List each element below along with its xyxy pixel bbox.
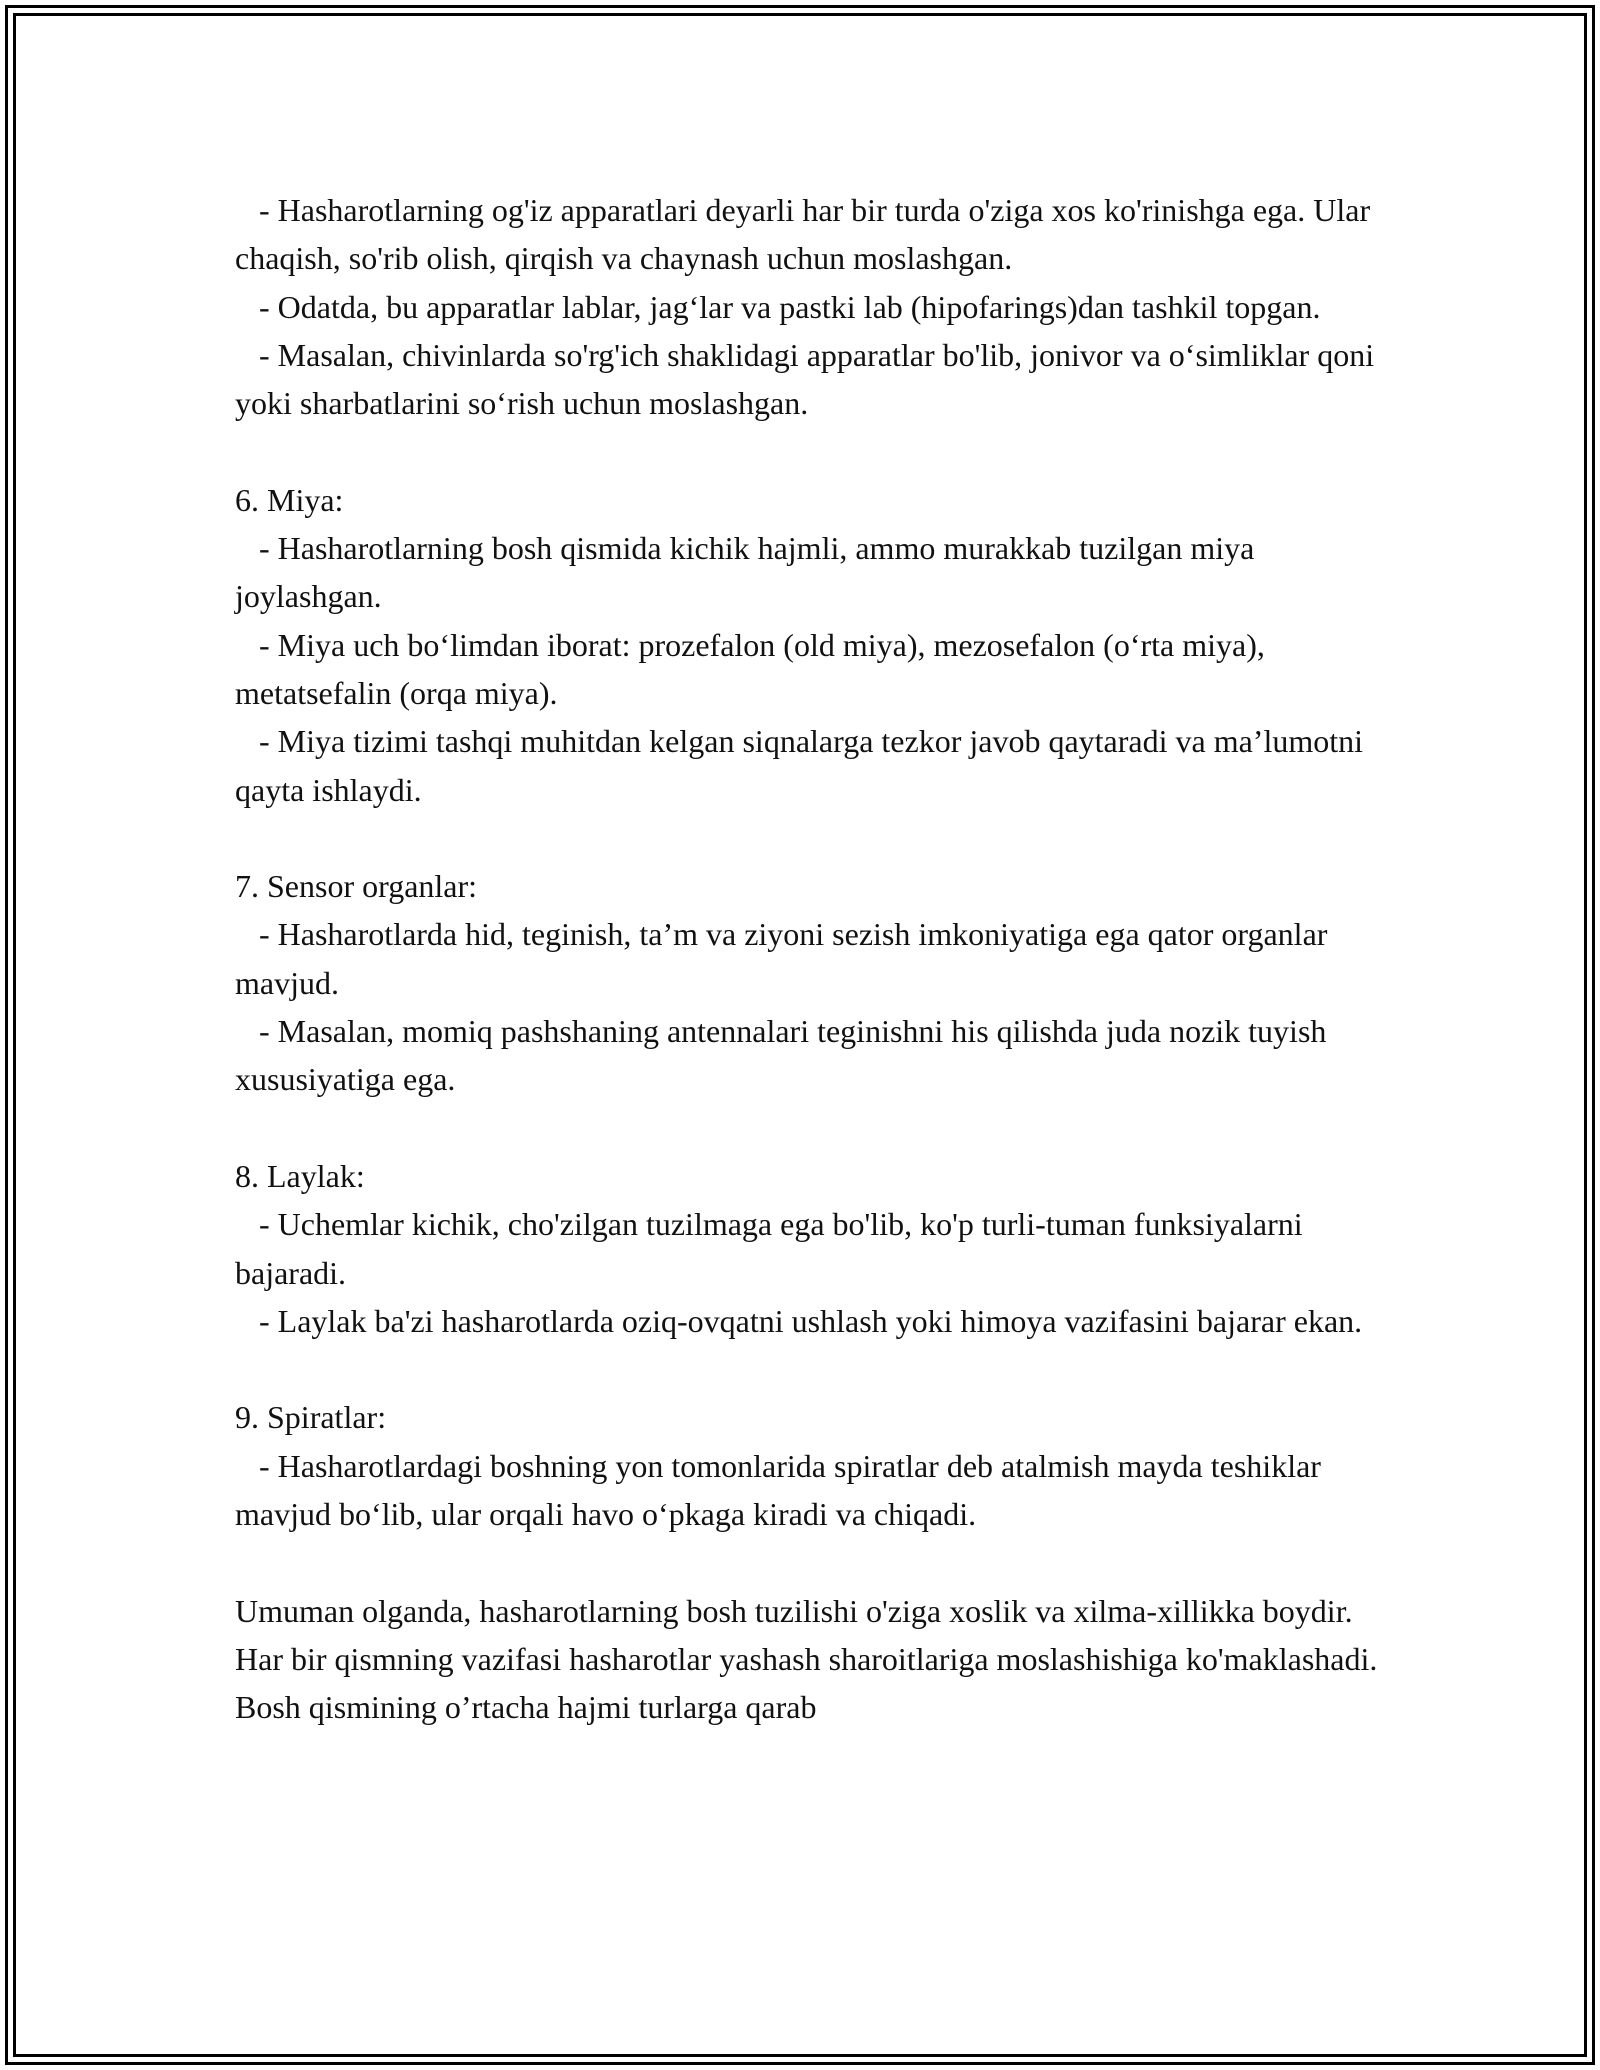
blank-line xyxy=(235,814,1385,862)
conclusion-paragraph: Umuman olganda, hasharotlarning bosh tuzilishi o'ziga xoslik va xilma-xillikka boydir. Har bir qismning vazifasi hasharotlar yashash sharoitlariga moslashishiga ko'maklashadi. Bosh qismining o’rtacha hajmi turlarga qarab xyxy=(235,1592,1386,1726)
list-item: - Laylak ba'zi hasharotlarda oziq-ovqatni ushlash yoki himoya vazifasini bajarar ekan. xyxy=(235,1302,1363,1339)
list-item: - Masalan, chivinlarda so'rg'ich shaklidagi apparatlar bo'lib, jonivor va o‘simliklar qoni yoki sharbatlarini so‘rish uchun moslashgan. xyxy=(235,336,1383,422)
blank-line xyxy=(235,427,1385,475)
blank-line xyxy=(235,1538,1385,1586)
list-item: - Odatda, bu apparatlar lablar, jag‘lar va pastki lab (hipofarings)dan tashkil topgan. xyxy=(235,288,1321,325)
list-item: - Uchemlar kichik, cho'zilgan tuzilmaga ega bo'lib, ko'p turli-tuman funksiyalarni bajaradi. xyxy=(235,1206,1311,1291)
section-title-miya: 6. Miya: xyxy=(235,481,344,518)
list-item: - Miya uch bo‘limdan iborat: prozefalon (old miya), mezosefalon (o‘rta miya), metatsefalin (orqa miya). xyxy=(235,626,1273,711)
list-item: - Hasharotlarda hid, teginish, ta’m va ziyoni sezish imkoniyatiga ega qator organlar mavjud. xyxy=(235,916,1336,1001)
document-body xyxy=(235,186,1385,1732)
blank-line xyxy=(235,1104,1385,1152)
list-item: - Hasharotlardagi boshning yon tomonlarida spiratlar deb atalmish mayda teshiklar mavjud bo‘lib, ular orqali havo o‘pkaga kiradi va chiqadi. xyxy=(235,1447,1329,1533)
list-item: - Hasharotlarning og'iz apparatlari deyarli har bir turda o'ziga xos ko'rinishga ega. Ular chaqish, so'rib olish, qirqish va chaynash uchun moslashgan. xyxy=(235,192,1379,277)
section-title-sensor-organlar: 7. Sensor organlar: xyxy=(235,868,478,905)
list-item: - Masalan, momiq pashshaning antennalari teginishni his qilishda juda nozik tuyish xususiyatiga ega. xyxy=(235,1013,1335,1098)
list-item: - Miya tizimi tashqi muhitdan kelgan siqnalarga tezkor javob qaytaradi va ma’lumotni qayta ishlaydi. xyxy=(235,723,1371,808)
section-title-spiratlar: 9. Spiratlar: xyxy=(235,1399,387,1436)
blank-line xyxy=(235,1345,1385,1393)
list-item: - Hasharotlarning bosh qismida kichik hajmli, ammo murakkab tuzilgan miya joylashgan. xyxy=(235,530,1263,615)
section-title-laylak: 8. Laylak: xyxy=(235,1157,365,1194)
